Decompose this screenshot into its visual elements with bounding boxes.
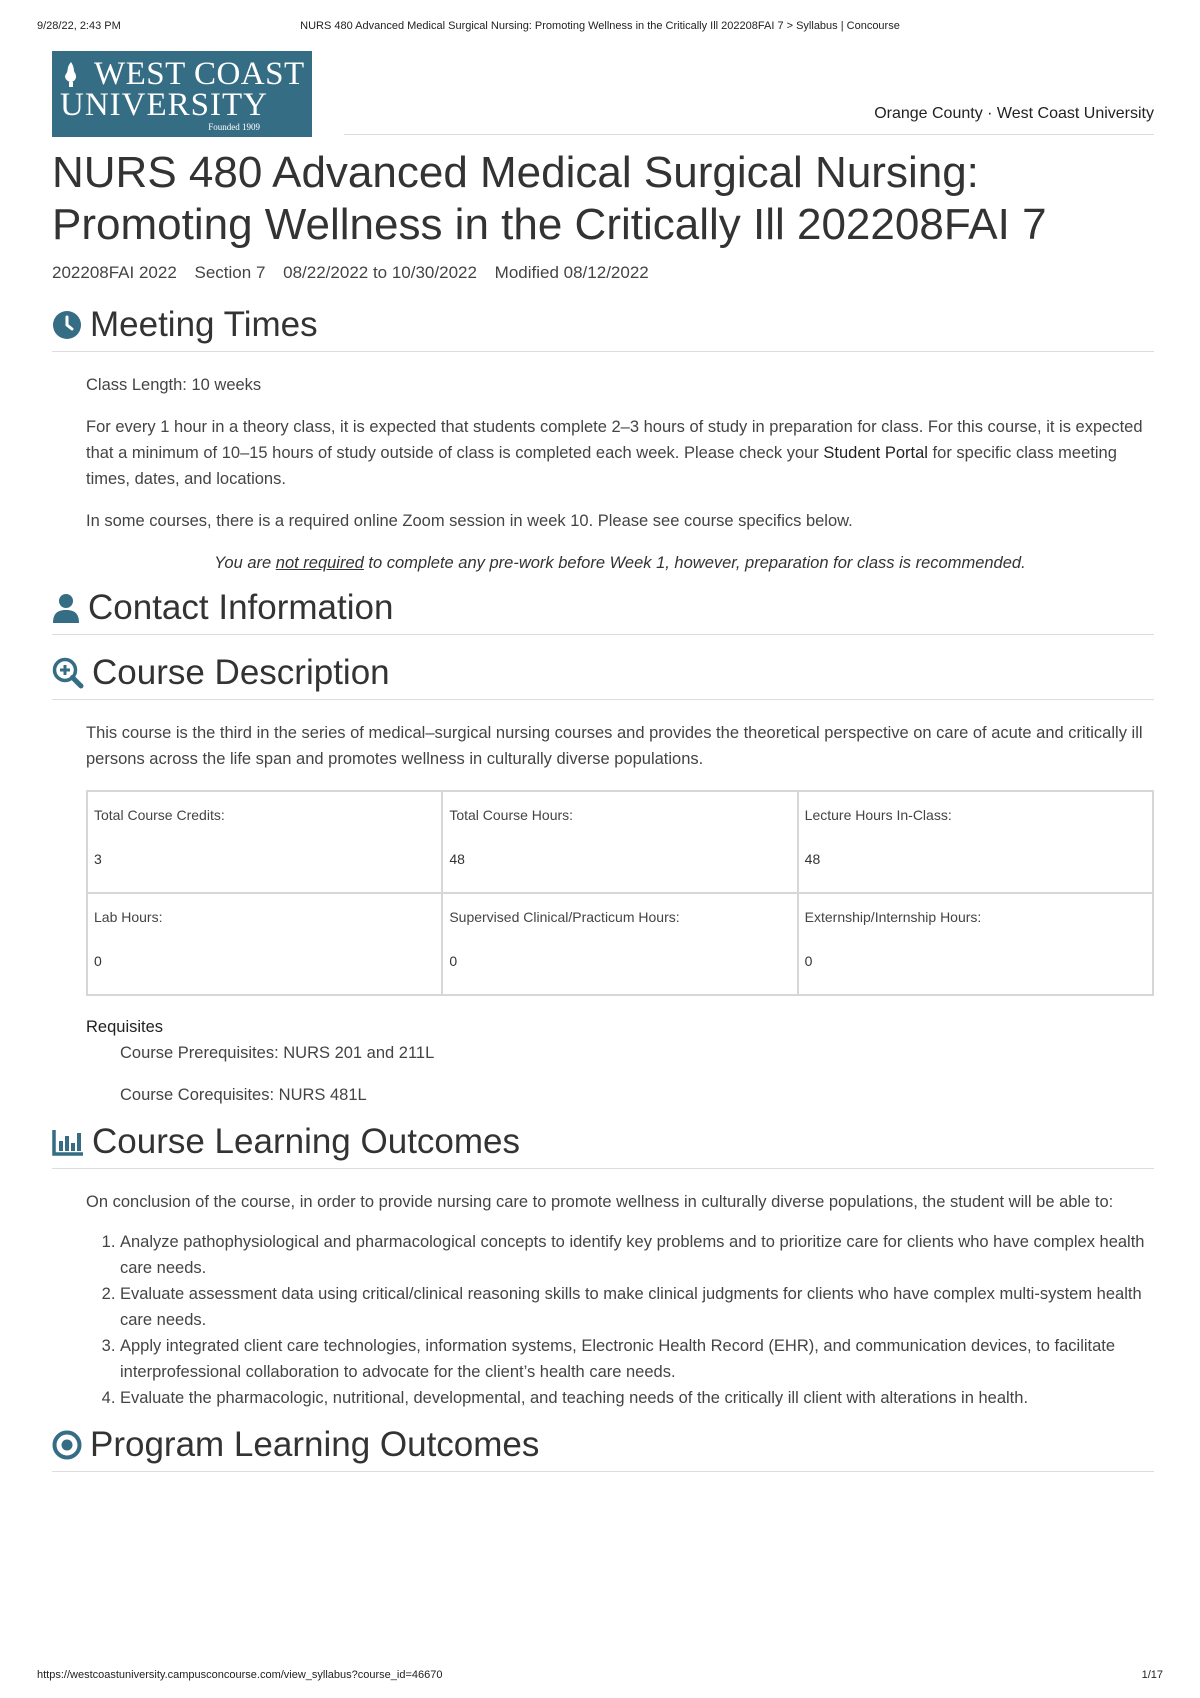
cell-label: Total Course Credits: bbox=[94, 807, 225, 823]
table-cell bbox=[87, 791, 442, 893]
cell-label: Lecture Hours In-Class: bbox=[804, 807, 952, 823]
section-heading bbox=[52, 588, 1154, 635]
table-cell bbox=[442, 791, 797, 893]
course-term: 202208FAI 2022 bbox=[52, 263, 177, 282]
course-learning-outcomes-body bbox=[52, 1189, 1154, 1411]
prerequisites: Course Prerequisites: NURS 201 and 211L bbox=[120, 1044, 435, 1062]
print-url: https://westcoastuniversity.campusconcourse.com/view_syllabus?course_id=46670 bbox=[37, 1669, 443, 1681]
table-cell bbox=[798, 893, 1153, 995]
course-modified: Modified 08/12/2022 bbox=[494, 263, 649, 282]
outcomes-intro: On conclusion of the course, in order to provide nursing care to promote wellness in culturally diverse populations, the student will be able to: bbox=[86, 1193, 1114, 1211]
meeting-times-heading: Meeting Times bbox=[90, 305, 318, 344]
cell-value: 48 bbox=[449, 851, 465, 867]
section-heading bbox=[52, 653, 1154, 700]
course-description-body bbox=[52, 720, 1154, 1108]
paragraph-text: For every 1 hour in a theory class, it is expected that students complete 2–3 hours of study in preparation for class. For this course, it is expected that a minimum of 10–15 hours of study outside of class is completed each week. Please check your bbox=[86, 418, 1143, 462]
table-row bbox=[87, 791, 1153, 893]
clock-icon bbox=[52, 310, 82, 340]
table-cell bbox=[442, 893, 797, 995]
section-heading bbox=[52, 305, 1154, 352]
magnifier-plus-icon bbox=[52, 657, 84, 689]
outcomes-list bbox=[86, 1229, 1154, 1411]
cell-label: Total Course Hours: bbox=[449, 807, 574, 823]
cell-label: Externship/Internship Hours: bbox=[804, 909, 982, 925]
table-row bbox=[87, 893, 1153, 995]
zoom-notice: In some courses, there is a required online Zoom session in week 10. Please see course specifics below. bbox=[86, 512, 853, 530]
course-description-text: This course is the third in the series of medical–surgical nursing courses and provides the theoretical perspective on care of acute and critically ill persons across the life span and promotes wellness in culturally diverse populations. bbox=[86, 724, 1143, 768]
top-bar bbox=[52, 51, 1154, 137]
note-text: You are bbox=[214, 554, 276, 572]
page-title: NURS 480 Advanced Medical Surgical Nursing: Promoting Wellness in the Critically Ill 202208FAI 7 bbox=[52, 148, 1047, 249]
print-header bbox=[0, 20, 1200, 36]
cell-value: 0 bbox=[94, 953, 102, 969]
print-doc-title: NURS 480 Advanced Medical Surgical Nursing: Promoting Wellness in the Critically Ill 202208FAI 7 > Syllabus | Concourse bbox=[300, 20, 900, 32]
prework-note bbox=[86, 550, 1154, 576]
note-emphasis: not required bbox=[275, 554, 364, 572]
list-item: 2. Evaluate assessment data using critical/clinical reasoning skills to make clinical judgments for clients who have complex multi-system health care needs. bbox=[120, 1281, 1154, 1333]
requisites-title: Requisites bbox=[86, 1018, 164, 1036]
cell-label: Supervised Clinical/Practicum Hours: bbox=[449, 909, 680, 925]
user-icon bbox=[52, 593, 80, 623]
page-number: 1/17 bbox=[1141, 1669, 1163, 1681]
section-program-learning-outcomes bbox=[52, 1425, 1154, 1472]
cell-value: 48 bbox=[804, 851, 821, 867]
cell-value: 3 bbox=[94, 851, 102, 867]
corequisites: Course Corequisites: NURS 481L bbox=[120, 1086, 367, 1104]
list-item: 1. Analyze pathophysiological and pharmacological concepts to identify key problems and to prioritize care for clients who have complex health care needs. bbox=[120, 1229, 1154, 1281]
syllabus-content bbox=[52, 51, 1154, 1472]
paragraph-text: for specific class meeting times, dates, and locations. bbox=[86, 444, 1117, 488]
meeting-times-body bbox=[52, 372, 1154, 576]
course-learning-outcomes-heading: Course Learning Outcomes bbox=[92, 1122, 520, 1161]
student-portal-link[interactable]: Student Portal bbox=[823, 444, 928, 462]
course-dates: 08/22/2022 to 10/30/2022 bbox=[283, 263, 477, 282]
class-length: Class Length: 10 weeks bbox=[86, 376, 262, 394]
program-learning-outcomes-heading: Program Learning Outcomes bbox=[90, 1425, 540, 1464]
cell-label: Lab Hours: bbox=[94, 909, 163, 925]
list-item: 3. Apply integrated client care technologies, information systems, Electronic Health Record (EHR), and communication devices, to facilitate interprofessional collaboration to advocate for the client’s health care needs. bbox=[120, 1333, 1154, 1385]
print-datetime: 9/28/22, 2:43 PM bbox=[37, 20, 121, 32]
hours-table bbox=[86, 790, 1154, 996]
campus-label: Orange County · West Coast University bbox=[874, 105, 1154, 122]
section-meeting-times bbox=[52, 305, 1154, 576]
university-logo[interactable] bbox=[52, 51, 312, 137]
cell-value: 0 bbox=[449, 953, 458, 969]
list-item: 4. Evaluate the pharmacologic, nutritional, developmental, and teaching needs of the critically ill client with alterations in health. bbox=[120, 1385, 1154, 1411]
target-icon bbox=[52, 1430, 82, 1460]
section-contact bbox=[52, 588, 1154, 635]
section-course-description bbox=[52, 653, 1154, 1108]
divider bbox=[344, 134, 1154, 135]
section-heading bbox=[52, 1122, 1154, 1169]
section-course-learning-outcomes bbox=[52, 1122, 1154, 1411]
course-meta bbox=[52, 263, 1154, 283]
cell-value: 0 bbox=[804, 953, 813, 969]
section-heading bbox=[52, 1425, 1154, 1472]
logo-line1: WEST COAST bbox=[94, 56, 305, 92]
bar-chart-icon bbox=[52, 1128, 84, 1156]
course-section: Section 7 bbox=[194, 263, 266, 282]
table-cell bbox=[798, 791, 1153, 893]
logo-founded: Founded 1909 bbox=[208, 122, 260, 132]
logo-line2: UNIVERSITY bbox=[60, 87, 268, 123]
table-cell bbox=[87, 893, 442, 995]
contact-heading: Contact Information bbox=[88, 588, 394, 627]
study-expectation bbox=[86, 414, 1154, 492]
course-description-heading: Course Description bbox=[92, 653, 390, 692]
note-text: to complete any pre-work before Week 1, however, preparation for class is recommended. bbox=[363, 554, 1026, 572]
